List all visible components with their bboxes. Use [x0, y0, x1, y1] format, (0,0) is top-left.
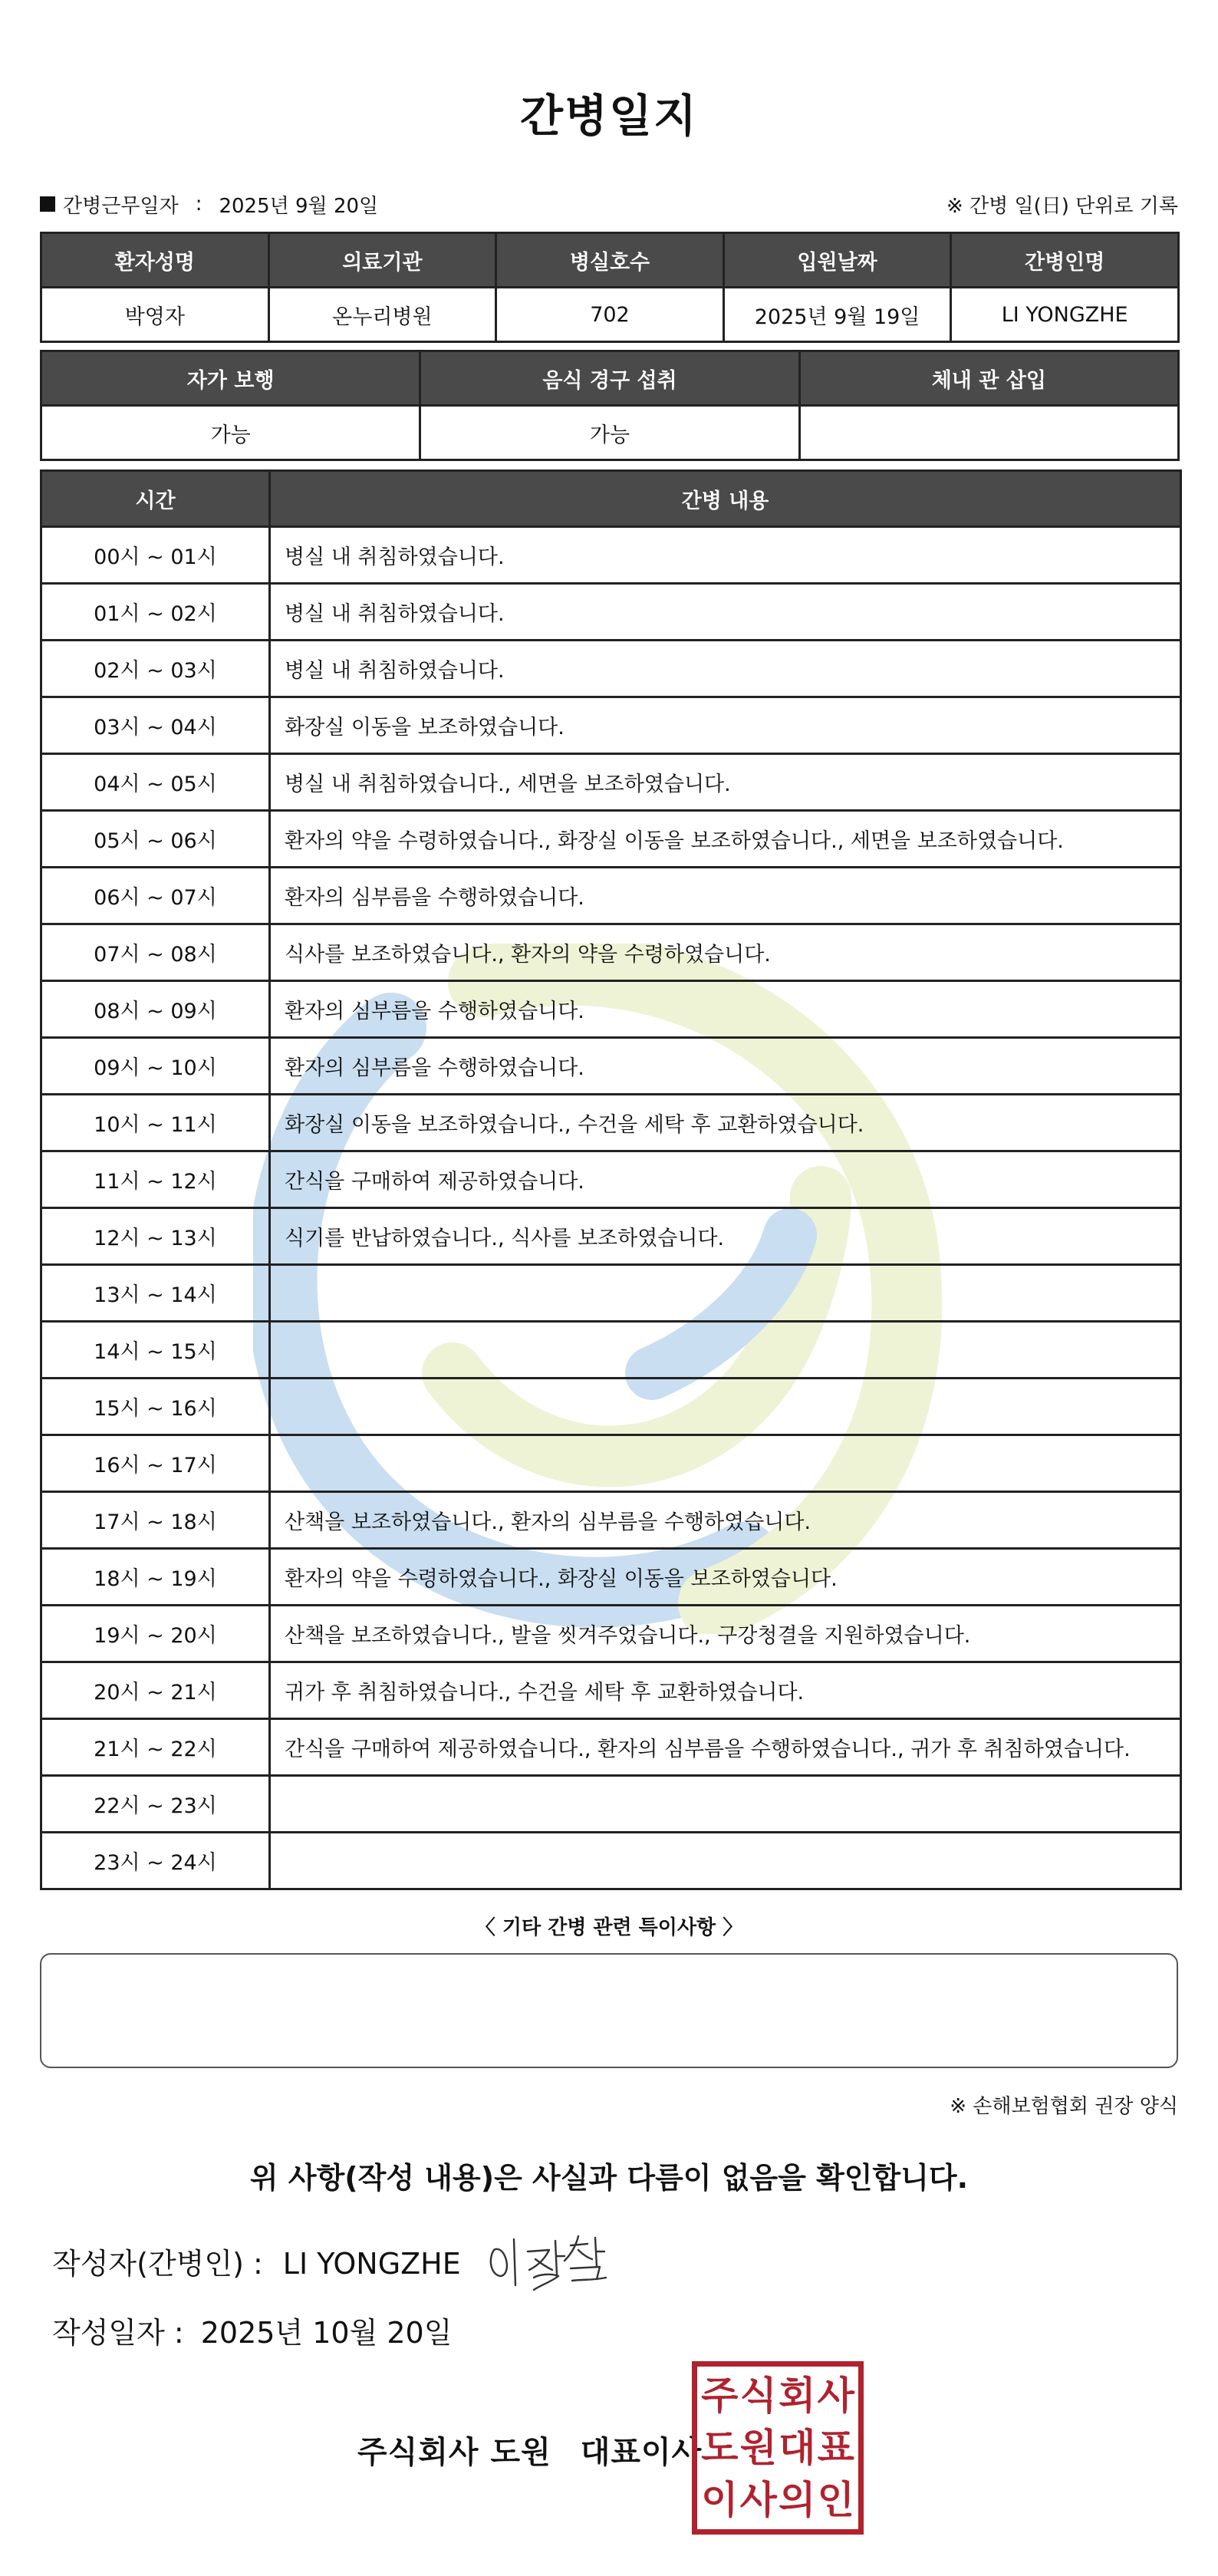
care-log-row — [41, 1151, 1181, 1208]
care-log-row — [41, 641, 1181, 697]
written-date-label: 작성일자 : — [52, 2316, 184, 2350]
patient-status-header-row — [41, 351, 1179, 406]
care-log-row — [41, 1606, 1181, 1662]
writer-name: LI YONGZHE — [282, 2247, 461, 2281]
seal-character: 대 — [779, 2425, 816, 2470]
seal-character: 도 — [701, 2425, 739, 2470]
value-self-walking: 가능 — [41, 406, 420, 460]
log-time: 22시 ~ 23시 — [41, 1776, 270, 1833]
work-date-label: 간병근무일자 — [63, 194, 179, 218]
header-self-walking: 자가 보행 — [41, 351, 420, 406]
log-content — [270, 1322, 1181, 1379]
care-log-row — [41, 1662, 1181, 1719]
log-content: 병실 내 취침하였습니다. — [270, 527, 1181, 584]
log-time: 12시 ~ 13시 — [41, 1208, 270, 1265]
log-time: 15시 ~ 16시 — [41, 1379, 270, 1435]
log-time: 06시 ~ 07시 — [41, 868, 270, 924]
patient-status-table — [40, 350, 1180, 461]
patient-info-header-row — [41, 233, 1179, 288]
seal-character: 회 — [779, 2373, 816, 2418]
log-content: 병실 내 취침하였습니다. — [270, 641, 1181, 697]
written-date-line — [52, 2309, 452, 2351]
company-representative: 대표이사 — [580, 2435, 703, 2470]
company-name: 주식회사 도원 — [357, 2435, 551, 2470]
care-log-row — [41, 697, 1181, 754]
written-date-value: 2025년 10월 20일 — [200, 2316, 453, 2350]
value-room-number: 702 — [496, 288, 724, 342]
log-time: 18시 ~ 19시 — [41, 1549, 270, 1606]
care-log-row — [41, 1322, 1181, 1379]
log-time: 11시 ~ 12시 — [41, 1151, 270, 1208]
seal-character: 주 — [701, 2373, 739, 2418]
log-time: 00시 ~ 01시 — [41, 527, 270, 584]
log-content: 병실 내 취침하였습니다., 세면을 보조하였습니다. — [270, 754, 1181, 811]
care-log-table — [40, 469, 1182, 1890]
log-content: 환자의 심부름을 수행하였습니다. — [270, 981, 1181, 1038]
log-content: 식사를 보조하였습니다., 환자의 약을 수령하였습니다. — [270, 924, 1181, 981]
log-content: 화장실 이동을 보조하였습니다. — [270, 697, 1181, 754]
log-time: 17시 ~ 18시 — [41, 1492, 270, 1549]
log-time: 16시 ~ 17시 — [41, 1435, 270, 1492]
log-content — [270, 1265, 1181, 1322]
care-log-row — [41, 924, 1181, 981]
care-log-row — [41, 1379, 1181, 1435]
care-log-row — [41, 811, 1181, 868]
care-log-row — [41, 868, 1181, 924]
log-content: 환자의 심부름을 수행하였습니다. — [270, 1038, 1181, 1095]
value-caregiver-name: LI YONGZHE — [951, 288, 1179, 342]
value-tube-insertion — [799, 406, 1178, 460]
log-content: 간식을 구매하여 제공하였습니다., 환자의 심부름을 수행하였습니다., 귀가 후 취침하였습니다. — [270, 1719, 1181, 1776]
care-log-row — [41, 1095, 1181, 1151]
log-time: 23시 ~ 24시 — [41, 1833, 270, 1889]
company-seal-stamp — [692, 2361, 864, 2535]
log-time: 01시 ~ 02시 — [41, 584, 270, 641]
care-log-row — [41, 584, 1181, 641]
care-log-row — [41, 1776, 1181, 1833]
log-content: 환자의 심부름을 수행하였습니다. — [270, 868, 1181, 924]
log-time: 03시 ~ 04시 — [41, 697, 270, 754]
log-content: 환자의 약을 수령하였습니다., 화장실 이동을 보조하였습니다., 세면을 보조하였습니다. — [270, 811, 1181, 868]
log-content — [270, 1379, 1181, 1435]
handwritten-signature — [485, 2228, 615, 2298]
log-content: 병실 내 취침하였습니다. — [270, 584, 1181, 641]
log-time: 05시 ~ 06시 — [41, 811, 270, 868]
header-care-content: 간병 내용 — [270, 471, 1181, 527]
header-tube-insertion: 체내 관 삽입 — [799, 351, 1178, 406]
log-time: 13시 ~ 14시 — [41, 1265, 270, 1322]
care-log-row — [41, 981, 1181, 1038]
form-source-note: ※ 손해보험협회 권장 양식 — [950, 2095, 1178, 2118]
log-content: 환자의 약을 수령하였습니다., 화장실 이동을 보조하였습니다. — [270, 1549, 1181, 1606]
care-log-row — [41, 527, 1181, 584]
care-log-row — [41, 1719, 1181, 1776]
log-time: 21시 ~ 22시 — [41, 1719, 270, 1776]
care-log-row — [41, 1549, 1181, 1606]
value-admission-date: 2025년 9월 19일 — [723, 288, 951, 342]
header-hospital: 의료기관 — [268, 233, 496, 288]
header-oral-intake: 음식 경구 섭취 — [420, 351, 799, 406]
record-note: ※ 간병 일(日) 단위로 기록 — [946, 194, 1178, 218]
value-hospital: 온누리병원 — [268, 288, 496, 342]
log-time: 08시 ~ 09시 — [41, 981, 270, 1038]
log-content: 산책을 보조하였습니다., 발을 씻겨주었습니다., 구강청결을 지원하였습니다. — [270, 1606, 1181, 1662]
log-time: 04시 ~ 05시 — [41, 754, 270, 811]
log-content: 화장실 이동을 보조하였습니다., 수건을 세탁 후 교환하였습니다. — [270, 1095, 1181, 1151]
seal-character: 식 — [739, 2373, 777, 2418]
care-log-row — [41, 754, 1181, 811]
log-content: 귀가 후 취침하였습니다., 수건을 세탁 후 교환하였습니다. — [270, 1662, 1181, 1719]
log-time: 10시 ~ 11시 — [41, 1095, 270, 1151]
company-line — [357, 2428, 702, 2472]
writer-label: 작성자(간병인) : — [52, 2247, 263, 2281]
work-date-value: 2025년 9월 20일 — [219, 194, 379, 218]
log-content — [270, 1435, 1181, 1492]
log-time: 07시 ~ 08시 — [41, 924, 270, 981]
log-content — [270, 1833, 1181, 1889]
care-log-row — [41, 1492, 1181, 1549]
patient-info-value-row — [41, 288, 1179, 342]
special-notes-box — [40, 1953, 1178, 2068]
value-oral-intake: 가능 — [420, 406, 799, 460]
log-time: 20시 ~ 21시 — [41, 1662, 270, 1719]
care-log-row — [41, 1265, 1181, 1322]
care-log-row — [41, 1208, 1181, 1265]
work-date-group — [40, 190, 378, 219]
log-content: 산책을 보조하였습니다., 환자의 심부름을 수행하였습니다. — [270, 1492, 1181, 1549]
header-time: 시간 — [41, 471, 270, 527]
work-date-separator: : — [195, 193, 202, 216]
work-date-line — [40, 189, 1178, 219]
log-time: 19시 ~ 20시 — [41, 1606, 270, 1662]
log-time: 09시 ~ 10시 — [41, 1038, 270, 1095]
care-log-row — [41, 1833, 1181, 1889]
log-time: 02시 ~ 03시 — [41, 641, 270, 697]
seal-character: 사 — [817, 2373, 854, 2418]
writer-line — [52, 2240, 461, 2282]
confirmation-statement: 위 사항(작성 내용)은 사실과 다름이 없음을 확인합니다. — [249, 2161, 969, 2195]
care-log-row — [41, 1435, 1181, 1492]
patient-status-value-row — [41, 406, 1179, 460]
header-admission-date: 입원날짜 — [723, 233, 951, 288]
seal-character: 표 — [817, 2425, 854, 2470]
special-notes-title: 〈 기타 간병 관련 특이사항 〉 — [475, 1916, 743, 1939]
header-caregiver-name: 간병인명 — [951, 233, 1179, 288]
care-log-header-row — [41, 471, 1181, 527]
seal-character: 이 — [701, 2477, 739, 2522]
log-content — [270, 1776, 1181, 1833]
header-room-number: 병실호수 — [496, 233, 724, 288]
care-log-row — [41, 1038, 1181, 1095]
seal-character: 인 — [817, 2477, 854, 2522]
header-patient-name: 환자성명 — [41, 233, 269, 288]
log-time: 14시 ~ 15시 — [41, 1322, 270, 1379]
seal-character: 원 — [739, 2425, 777, 2470]
log-content: 간식을 구매하여 제공하였습니다. — [270, 1151, 1181, 1208]
log-content: 식기를 반납하였습니다., 식사를 보조하였습니다. — [270, 1208, 1181, 1265]
seal-character: 사 — [739, 2477, 777, 2522]
square-bullet-icon — [40, 196, 55, 212]
value-patient-name: 박영자 — [41, 288, 269, 342]
seal-character: 의 — [779, 2477, 816, 2522]
page-title: 간병일지 — [519, 90, 699, 142]
patient-info-table — [40, 232, 1180, 343]
